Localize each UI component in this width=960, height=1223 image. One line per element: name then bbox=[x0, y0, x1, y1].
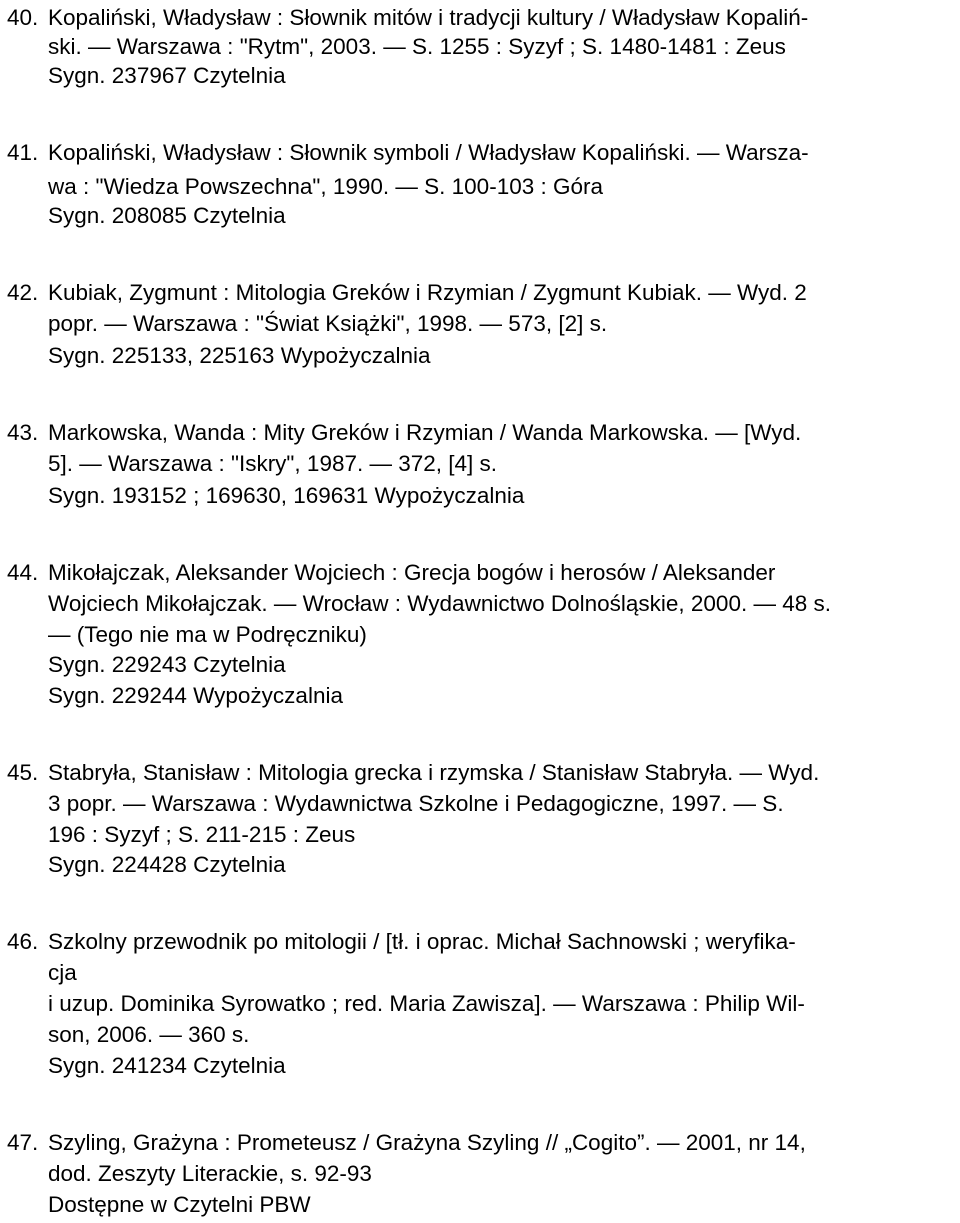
call-number: Sygn. 241234 Czytelnia bbox=[48, 1053, 286, 1078]
entry-number: 43. bbox=[7, 420, 39, 445]
entry-line: ski. — Warszawa : "Rytm", 2003. — S. 1255 : Syzyf ; S. 1480-1481 : Zeus bbox=[48, 34, 786, 59]
call-number: Sygn. 225133, 225163 Wypożyczalnia bbox=[48, 343, 431, 368]
entry-line: Kopaliński, Władysław : Słownik symboli / Władysław Kopaliński. — Warsza- bbox=[48, 140, 809, 165]
entry-line: Kopaliński, Władysław : Słownik mitów i tradycji kultury / Władysław Kopaliń- bbox=[48, 5, 809, 30]
call-number: Sygn. 193152 ; 169630, 169631 Wypożyczalnia bbox=[48, 483, 525, 508]
entry-line: dod. Zeszyty Literackie, s. 92-93 bbox=[48, 1161, 372, 1186]
entry-line: — (Tego nie ma w Podręczniku) bbox=[48, 622, 367, 647]
entry-line: Mikołajczak, Aleksander Wojciech : Grecja bogów i herosów / Aleksander bbox=[48, 560, 776, 585]
call-number: Sygn. 229244 Wypożyczalnia bbox=[48, 683, 343, 708]
entry-number: 47. bbox=[7, 1130, 39, 1155]
entry-line: i uzup. Dominika Syrowatko ; red. Maria Zawisza]. — Warszawa : Philip Wil- bbox=[48, 991, 805, 1016]
entry-line: 5]. — Warszawa : "Iskry", 1987. — 372, [4] s. bbox=[48, 451, 498, 476]
call-number: Sygn. 208085 Czytelnia bbox=[48, 203, 286, 228]
entry-number: 45. bbox=[7, 760, 39, 785]
entry-line: son, 2006. — 360 s. bbox=[48, 1022, 250, 1047]
entry-line: Stabryła, Stanisław : Mitologia grecka i rzymska / Stanisław Stabryła. — Wyd. bbox=[48, 760, 820, 785]
entry-number: 42. bbox=[7, 280, 39, 305]
entry-line: 196 : Syzyf ; S. 211-215 : Zeus bbox=[48, 822, 356, 847]
entry-number: 41. bbox=[7, 140, 39, 165]
entry-line: wa : "Wiedza Powszechna", 1990. — S. 100-103 : Góra bbox=[48, 174, 604, 199]
entry-line: Szyling, Grażyna : Prometeusz / Grażyna Szyling // „Cogito”. — 2001, nr 14, bbox=[48, 1130, 806, 1155]
entry-line: cja bbox=[48, 960, 77, 985]
entry-line: Markowska, Wanda : Mity Greków i Rzymian / Wanda Markowska. — [Wyd. bbox=[48, 420, 802, 445]
entry-line: popr. — Warszawa : "Świat Książki", 1998. — 573, [2] s. bbox=[48, 311, 608, 336]
availability-note: Dostępne w Czytelni PBW bbox=[48, 1192, 311, 1217]
entry-number: 40. bbox=[7, 5, 39, 30]
entry-line: Wojciech Mikołajczak. — Wrocław : Wydawnictwo Dolnośląskie, 2000. — 48 s. bbox=[48, 591, 831, 616]
entry-number: 46. bbox=[7, 929, 39, 954]
entry-line: Szkolny przewodnik po mitologii / [tł. i oprac. Michał Sachnowski ; weryfika- bbox=[48, 929, 796, 954]
call-number: Sygn. 224428 Czytelnia bbox=[48, 852, 286, 877]
entry-line: 3 popr. — Warszawa : Wydawnictwa Szkolne i Pedagogiczne, 1997. — S. bbox=[48, 791, 784, 816]
call-number: Sygn. 229243 Czytelnia bbox=[48, 652, 286, 677]
entry-line: Kubiak, Zygmunt : Mitologia Greków i Rzymian / Zygmunt Kubiak. — Wyd. 2 bbox=[48, 280, 807, 305]
entry-number: 44. bbox=[7, 560, 39, 585]
call-number: Sygn. 237967 Czytelnia bbox=[48, 63, 286, 88]
